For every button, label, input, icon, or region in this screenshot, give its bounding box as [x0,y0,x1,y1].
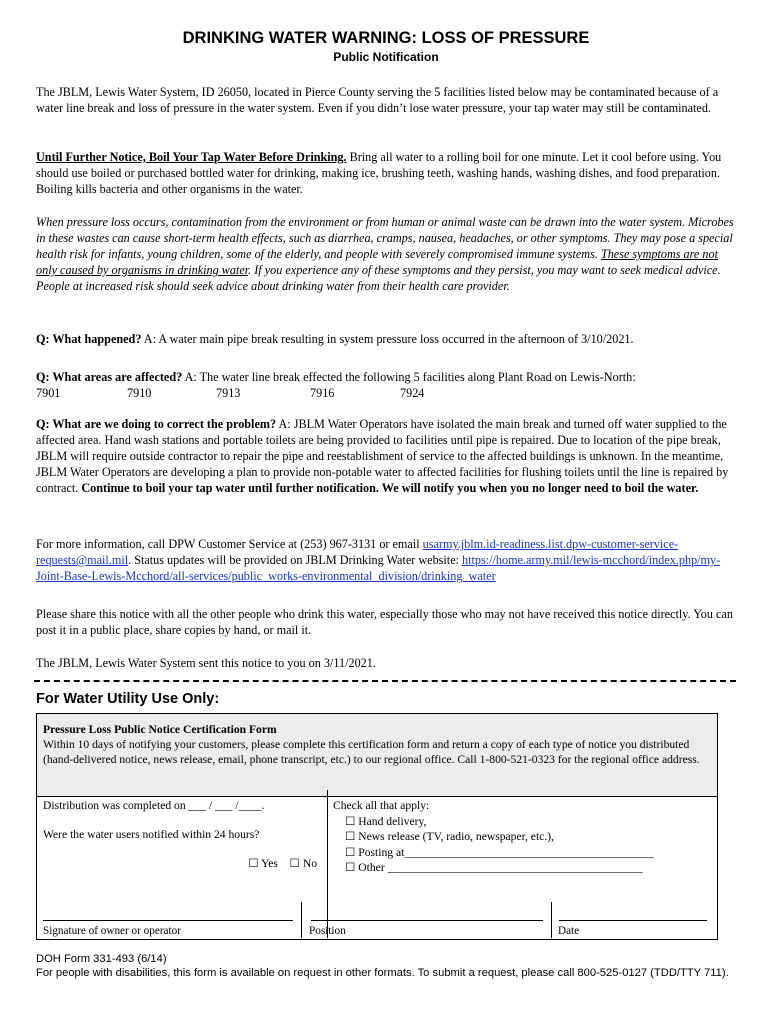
certification-right [333,798,713,876]
warning-underlined: These symptoms are not only caused by organisms in drinking water [36,247,718,277]
signature-label: Signature of owner or operator [43,925,181,937]
page-subtitle: Public Notification [333,50,439,64]
facility-item: 7924 [400,386,425,400]
warning-text-1: When pressure loss occurs, contamination from the environment or from human or animal waste can be drawn into the water system. Microbes in these wastes can cause short-term health effects, such as diarrhea, cramps, nausea, headaches, or other symptoms. They may pose a special health risk for infants, young children, some of the elderly, and people with severely compromised immune systems. [36,215,734,261]
check-title: Check all that apply: [333,799,430,812]
form-id: DOH Form 331-493 (6/14) [36,953,167,965]
signature-line[interactable] [43,920,293,921]
footer [36,952,736,980]
accessibility-note: For people with disabilities, this form is available on request in other formats. To submit a request, please call 800-525-0127 (TDD/TTY 711). [36,967,729,979]
certification-header [37,714,717,797]
check-option[interactable]: ☐ Other ____________________________________________ [345,861,643,874]
no-checkbox[interactable]: ☐ No [289,857,317,870]
website-link[interactable]: https://home.army.mil/lewis-mcchord/index.php/my-Joint-Base-Lewis-Mcchord/all-services/public_works-environmental_division/drinking_water [36,553,721,583]
certification-left [43,798,323,872]
facility-item: 7913 [216,386,241,400]
position-line[interactable] [311,920,543,921]
yes-checkbox[interactable]: ☐ Yes [248,857,278,870]
distribution-field[interactable]: Distribution was completed on ___ / ___ /____. [43,799,265,812]
check-option[interactable]: ☐ News release (TV, radio, newspaper, etc.), [345,830,554,843]
facility-list [36,385,734,401]
facility-item: 7910 [127,386,152,400]
utility-title: For Water Utility Use Only: [36,691,220,707]
q3-bold: Continue to boil your tap water until further notification. We will notify you when you no longer need to boil the water. [81,481,699,495]
q2-paragraph [36,369,734,401]
email-link[interactable]: usarmy.jblm.id-readiness.list.dpw-customer-service-requests@mail.mil [36,537,679,567]
share-paragraph: Please share this notice with all the other people who drink this water, especially those who may not have received this notice directly. You can post it in a public place, share copies by hand, or mail it. [36,607,733,637]
q2-answer: A: The water line break effected the following 5 facilities along Plant Road on Lewis-North: [182,370,636,384]
notified-question: Were the water users notified within 24 hours? [43,828,260,841]
check-option[interactable]: ☐ Hand delivery, [345,814,427,828]
sent-paragraph: The JBLM, Lewis Water System sent this notice to you on 3/11/2021. [36,656,376,670]
certification-title: Pressure Loss Public Notice Certification Form [43,723,277,736]
q1-answer: A: A water main pipe break resulting in system pressure loss occurred in the afternoon of 3/10/2021. [141,332,634,346]
boil-heading: Until Further Notice, Boil Your Tap Water Before Drinking. [36,150,347,164]
q1-paragraph [36,331,734,347]
q3-answer: A: JBLM Water Operators have isolated the main break and turned off water supplied to the affected area. Hand wash stations and portable toilets are being provided to facilities until pipe is repaired. Due to location of the pipe break, JBLM will require outside contractor to repair the pipe and reestablishment of service to the affected buildings is unknown. In the meantime, JBLM Water Operators are developing a plan to provide non-potable water to affected facilities for flushing toilets until the line is repaired by contract. [36,417,729,495]
intro-paragraph: The JBLM, Lewis Water System, ID 26050, located in Pierce County serving the 5 facilities listed below may be contaminated because of a water line break and loss of pressure in the water system. Even if you didn’t lose water pressure, your tap water may still be contaminated. [36,85,719,115]
dashed-divider [34,680,736,682]
page-title: DRINKING WATER WARNING: LOSS OF PRESSURE [182,29,590,47]
boil-paragraph [36,149,734,197]
boil-text: Bring all water to a rolling boil for one minute. Let it cool before using. You should use boiled or purchased bottled water for drinking, making ice, brushing teeth, washing hands, washing dishes, and food preparation. Boiling kills bacteria and other organisms in the water. [36,150,722,196]
warning-text-2: . If you experience any of these symptoms and they persist, you may want to seek medical advice. People at increased risk should seek advice about drinking water from their health care provider. [36,263,721,293]
warning-paragraph [36,214,734,294]
column-divider [327,790,328,938]
q3-paragraph [36,416,734,496]
certification-instructions: Within 10 days of notifying your customers, please complete this certification form and return a copy of each type of notice you distributed (hand-delivered notice, news release, email, phone transcript, etc.) to our regional office. Call 1-800-521-0323 for the regional office address. [43,738,700,766]
info-text-2: . Status updates will be provided on JBLM Drinking Water website: [128,553,463,567]
certification-form [36,713,718,940]
q2-question: Q: What areas are affected? [36,370,183,384]
date-line[interactable] [559,920,707,921]
q3-question: Q: What are we doing to correct the problem? [36,417,277,431]
yes-no-row [43,856,323,872]
info-paragraph [36,536,734,584]
signature-divider [551,902,552,938]
info-text-1: For more information, call DPW Customer Service at (253) 967-3131 or email [36,537,423,551]
date-label: Date [558,925,580,937]
signature-divider [301,902,302,938]
check-option[interactable]: ☐ Posting at___________________________________________ [345,845,654,859]
facility-item: 7916 [310,386,335,400]
position-label: Position [309,925,346,937]
facility-item: 7901 [36,386,61,400]
q1-question: Q: What happened? [36,332,142,346]
